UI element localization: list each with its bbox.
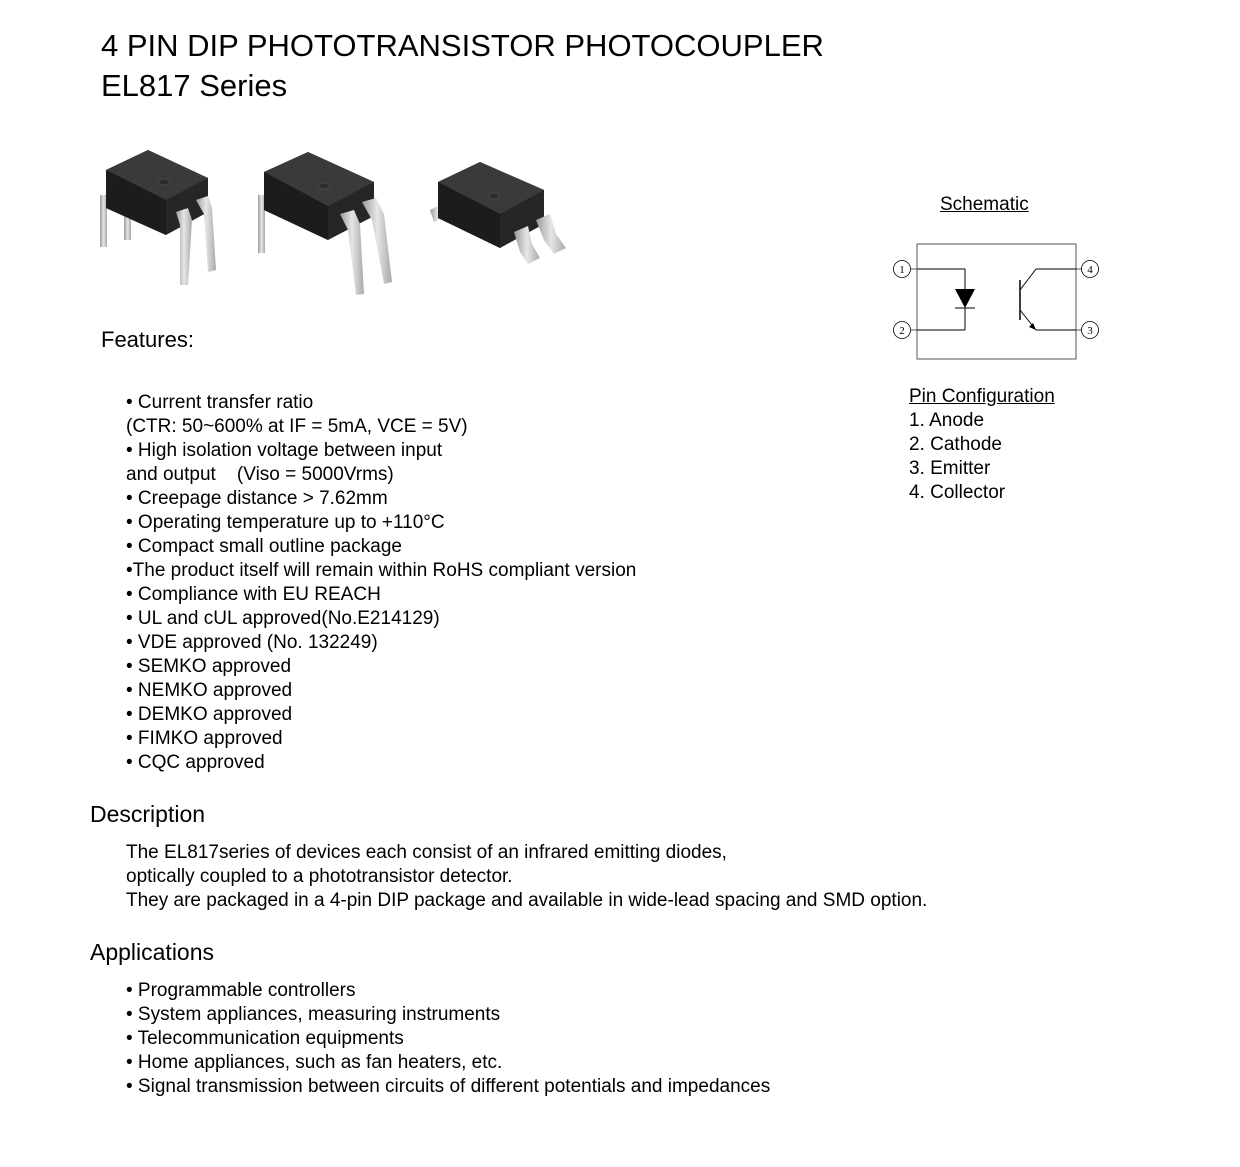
list-item: • System appliances, measuring instruments — [126, 1004, 501, 1025]
pin-4-label: 4 — [1087, 264, 1093, 276]
list-item: •The product itself will remain within RoHS compliant version — [126, 560, 637, 581]
list-item: 2. Cathode — [909, 434, 1002, 455]
list-item: • DEMKO approved — [126, 704, 293, 725]
list-item: • Compliance with EU REACH — [126, 584, 381, 605]
list-item: 3. Emitter — [909, 458, 991, 479]
features-heading: Features: — [101, 327, 194, 352]
applications-list — [126, 979, 770, 1099]
description-text — [126, 841, 927, 913]
dip-package-image — [100, 150, 216, 285]
pin-1-label: 1 — [899, 264, 905, 276]
list-item: • VDE approved (No. 132249) — [126, 632, 378, 653]
description-line: The EL817series of devices each consist of an infrared emitting diodes, — [126, 842, 727, 863]
description-line: optically coupled to a phototransistor detector. — [126, 866, 513, 887]
pin-2-label: 2 — [899, 325, 905, 337]
list-item: • Programmable controllers — [126, 980, 356, 1001]
pin-configuration-label: Pin Configuration — [909, 386, 1055, 407]
smd-package-image — [430, 162, 566, 264]
applications-heading: Applications — [90, 939, 215, 965]
list-item: • Operating temperature up to +110°C — [126, 512, 445, 533]
package-images — [96, 140, 576, 305]
description-line: They are packaged in a 4-pin DIP package and available in wide-lead spacing and SMD option. — [126, 890, 928, 911]
list-item: • Compact small outline package — [126, 536, 402, 557]
list-item: (CTR: 50~600% at IF = 5mA, VCE = 5V) — [126, 416, 468, 437]
list-item: • FIMKO approved — [126, 728, 283, 749]
diode-symbol — [955, 289, 975, 308]
list-item: • Telecommunication equipments — [126, 1028, 404, 1049]
schematic-label: Schematic — [940, 194, 1029, 215]
list-item: • High isolation voltage between input — [126, 440, 443, 461]
list-item: • Home appliances, such as fan heaters, etc. — [126, 1052, 503, 1073]
dip-wide-package-image — [258, 152, 392, 295]
description-heading: Description — [90, 801, 206, 827]
page-subtitle: EL817 Series — [101, 68, 288, 103]
emitter-arrow — [1029, 323, 1036, 330]
list-item: • UL and cUL approved(No.E214129) — [126, 608, 440, 629]
pin-configuration — [909, 385, 1055, 505]
features-list — [126, 391, 636, 775]
list-item: • Signal transmission between circuits of different potentials and impedances — [126, 1076, 771, 1097]
schematic-diagram — [886, 236, 1106, 368]
list-item: • Creepage distance > 7.62mm — [126, 488, 388, 509]
pin-3-label: 3 — [1087, 325, 1093, 337]
list-item: • Current transfer ratio — [126, 392, 314, 413]
schematic-outline — [917, 244, 1076, 359]
list-item: • SEMKO approved — [126, 656, 292, 677]
page-title: 4 PIN DIP PHOTOTRANSISTOR PHOTOCOUPLER — [101, 28, 824, 63]
list-item: • NEMKO approved — [126, 680, 293, 701]
list-item: 4. Collector — [909, 482, 1006, 503]
list-item: 1. Anode — [909, 410, 985, 431]
list-item: and output (Viso = 5000Vrms) — [126, 464, 394, 485]
list-item: • CQC approved — [126, 752, 265, 773]
